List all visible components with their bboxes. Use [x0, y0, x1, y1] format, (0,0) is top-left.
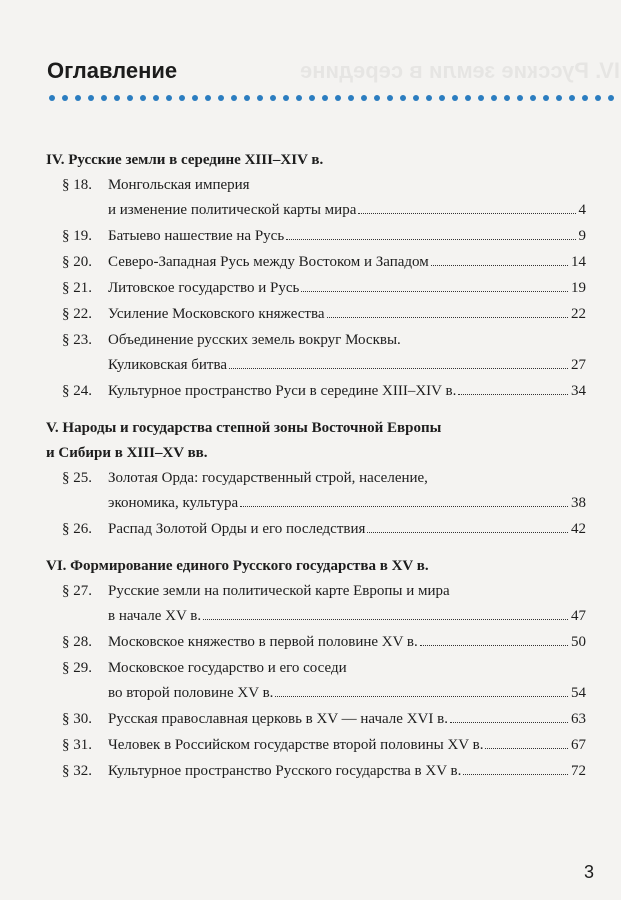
dot-leader — [358, 213, 575, 214]
entry-title-line: Московское государство и его соседи — [108, 660, 347, 676]
dot — [556, 95, 562, 101]
entry-title: Усиление Московского княжества — [108, 306, 325, 322]
dot-leader — [240, 506, 568, 507]
dot — [49, 95, 55, 101]
dot — [465, 95, 471, 101]
paragraph-number: § 18. — [62, 177, 92, 193]
entry-page-number: 63 — [571, 711, 586, 727]
entry-page-number: 14 — [571, 254, 586, 270]
dot — [153, 95, 159, 101]
entry-page-number: 27 — [571, 357, 586, 373]
paragraph-number: § 24. — [62, 383, 92, 399]
dot — [75, 95, 81, 101]
entry-title-line: Объединение русских земель вокруг Москвы. — [108, 332, 401, 348]
toc-entry[interactable] — [46, 630, 586, 655]
dot — [283, 95, 289, 101]
toc-entry[interactable] — [46, 466, 586, 516]
dot-leader — [275, 696, 568, 697]
dot-leader — [450, 722, 568, 723]
dot-leader — [301, 291, 568, 292]
page-title: Оглавление — [47, 58, 178, 83]
entry-page-number: 67 — [571, 737, 586, 753]
entry-page-number: 38 — [571, 495, 586, 511]
entry-title: Куликовская битва — [108, 357, 228, 373]
paragraph-number: § 29. — [62, 660, 92, 676]
dot — [270, 95, 276, 101]
dot — [88, 95, 94, 101]
toc-entry[interactable] — [46, 173, 586, 223]
entry-page-number: 4 — [578, 202, 586, 218]
toc-entry[interactable] — [46, 250, 586, 275]
dot-leader — [485, 748, 568, 749]
dot — [114, 95, 120, 101]
dotted-rule — [49, 95, 614, 101]
paragraph-number: § 19. — [62, 228, 92, 244]
dot — [348, 95, 354, 101]
dot — [452, 95, 458, 101]
dot — [309, 95, 315, 101]
paragraph-number: § 26. — [62, 521, 92, 537]
page-number: 3 — [583, 862, 594, 882]
toc-entry[interactable] — [46, 224, 586, 249]
dot-leader — [229, 368, 568, 369]
dot-leader — [458, 394, 568, 395]
toc-entry[interactable] — [46, 517, 586, 542]
entry-page-number: 47 — [571, 608, 586, 624]
dot — [439, 95, 445, 101]
bleed-through-text: IV. Русские земли в середине — [300, 58, 620, 83]
dot — [400, 95, 406, 101]
entry-title: Батыево нашествие на Русь — [108, 228, 285, 244]
paragraph-number: § 21. — [62, 280, 92, 296]
dot-leader — [203, 619, 568, 620]
dot — [179, 95, 185, 101]
section-heading-continued: и Сибири в XIII–XV вв. — [46, 445, 208, 461]
dot — [335, 95, 341, 101]
entry-title: Культурное пространство Руси в середине XIII–XIV в. — [108, 383, 457, 399]
dot — [517, 95, 523, 101]
paragraph-number: § 30. — [62, 711, 92, 727]
entry-title-line: Русские земли на политической карте Европы и мира — [108, 583, 450, 599]
dot — [140, 95, 146, 101]
dot — [530, 95, 536, 101]
dot — [478, 95, 484, 101]
dot — [361, 95, 367, 101]
toc-entry[interactable] — [46, 379, 586, 404]
entry-title: Культурное пространство Русского государства в XV в. — [108, 763, 462, 779]
dot — [127, 95, 133, 101]
entry-page-number: 42 — [571, 521, 586, 537]
dot — [582, 95, 588, 101]
dot — [543, 95, 549, 101]
table-of-contents — [46, 148, 586, 785]
dot — [101, 95, 107, 101]
dot-leader — [286, 239, 575, 240]
paragraph-number: § 27. — [62, 583, 92, 599]
toc-entry[interactable] — [46, 656, 586, 706]
entry-title: Литовское государство и Русь — [108, 280, 300, 296]
toc-entry[interactable] — [46, 328, 586, 378]
entry-page-number: 54 — [571, 685, 586, 701]
paragraph-number: § 25. — [62, 470, 92, 486]
toc-entry[interactable] — [46, 759, 586, 784]
entry-title-line: Монгольская империя — [108, 177, 250, 193]
entry-title: Московское княжество в первой половине XV в. — [108, 634, 418, 650]
dot — [296, 95, 302, 101]
paragraph-number: § 23. — [62, 332, 92, 348]
entry-title: во второй половине XV в. — [108, 685, 274, 701]
dot-leader — [431, 265, 568, 266]
dot — [374, 95, 380, 101]
entry-page-number: 72 — [571, 763, 586, 779]
dot-leader — [327, 317, 568, 318]
entry-title: и изменение политической карты мира — [108, 202, 357, 218]
entry-page-number: 34 — [571, 383, 586, 399]
paragraph-number: § 31. — [62, 737, 92, 753]
dot — [205, 95, 211, 101]
dot — [244, 95, 250, 101]
entry-title-line: Золотая Орда: государственный строй, население, — [108, 470, 428, 486]
section-heading: IV. Русские земли в середине XIII–XIV в. — [46, 152, 324, 168]
dot — [569, 95, 575, 101]
entry-title: Русская православная церковь в XV — начале XVI в. — [108, 711, 448, 727]
paragraph-number: § 32. — [62, 763, 92, 779]
paragraph-number: § 28. — [62, 634, 92, 650]
entry-title: Человек в Российском государстве второй половины XV в. — [108, 737, 484, 753]
entry-title: экономика, культура — [108, 495, 239, 511]
section-heading: VI. Формирование единого Русского государства в XV в. — [46, 558, 429, 574]
paragraph-number: § 22. — [62, 306, 92, 322]
dot — [595, 95, 601, 101]
dot — [426, 95, 432, 101]
section-heading: V. Народы и государства степной зоны Восточной Европы — [46, 420, 442, 436]
entry-page-number: 22 — [571, 306, 586, 322]
dot — [192, 95, 198, 101]
dot — [491, 95, 497, 101]
entry-page-number: 9 — [578, 228, 586, 244]
toc-entry[interactable] — [46, 733, 586, 758]
dot-leader — [463, 774, 568, 775]
entry-title: в начале XV в. — [108, 608, 202, 624]
dot — [257, 95, 263, 101]
dot — [608, 95, 614, 101]
dot — [218, 95, 224, 101]
toc-entry[interactable] — [46, 302, 586, 327]
dot — [387, 95, 393, 101]
dot — [62, 95, 68, 101]
dot — [231, 95, 237, 101]
dot — [413, 95, 419, 101]
entry-title: Распад Золотой Орды и его последствия — [108, 521, 366, 537]
dot-leader — [420, 645, 568, 646]
entry-title: Северо-Западная Русь между Востоком и Западом — [108, 254, 429, 270]
dot — [166, 95, 172, 101]
toc-entry[interactable] — [46, 579, 586, 629]
entry-page-number: 19 — [571, 280, 586, 296]
entry-page-number: 50 — [571, 634, 586, 650]
dot — [504, 95, 510, 101]
dot-leader — [367, 532, 568, 533]
paragraph-number: § 20. — [62, 254, 92, 270]
toc-entry[interactable] — [46, 276, 586, 301]
toc-entry[interactable] — [46, 707, 586, 732]
dot — [322, 95, 328, 101]
